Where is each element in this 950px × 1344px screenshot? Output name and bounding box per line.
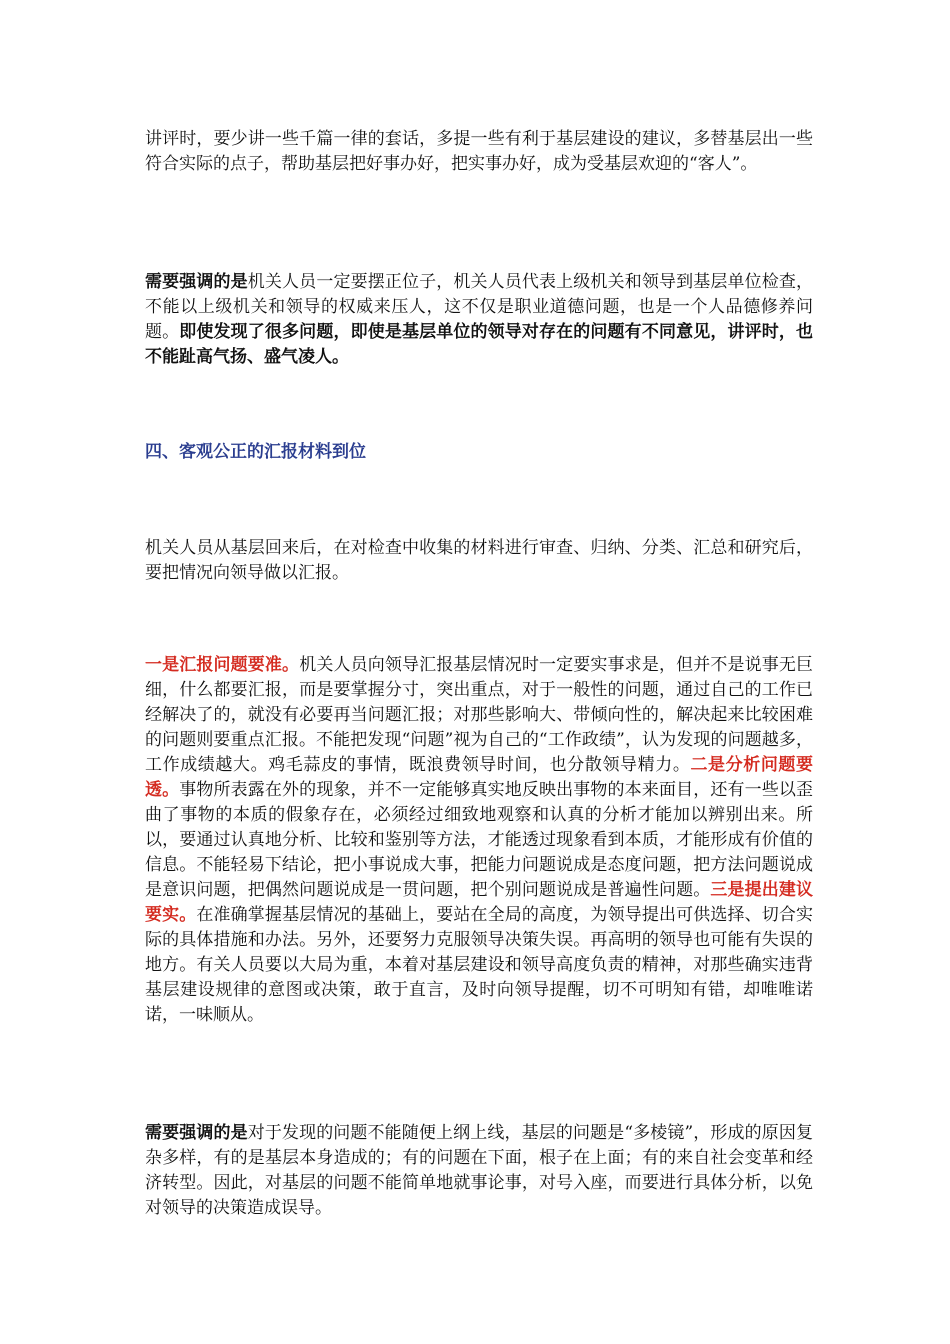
emphasis-lead: 需要强调的是 [145,272,248,292]
point-1-heading: 一是汇报问题要准。 [145,655,300,675]
paragraph-3-text: 机关人员从基层回来后，在对检查中收集的材料进行审查、归纳、分类、汇总和研究后，要把情况向领导做以汇报。 [145,538,813,583]
paragraph-1 [145,127,813,177]
paragraph-5 [145,1121,813,1221]
section-heading-4: 四、客观公正的汇报材料到位 [145,442,366,462]
emphasis-lead-2: 需要强调的是 [145,1123,248,1143]
point-2-heading: 二是分析问题要透。 [145,755,814,800]
point-3-text: 在准确掌握基层情况的基础上，要站在全局的高度，为领导提出可供选择、切合实际的具体措施和办法。另外，还要努力克服领导决策失误。再高明的领导也可能有失误的地方。有关人员要以大局为重，本着对基层建设和领导高度负责的精神，对那些确实违背基层建设规律的意图或决策，敢于直言，及时向领导提醒，切不可明知有错，却唯唯诺诺，一味顺从。 [145,905,814,1025]
paragraph-2-text: 机关人员一定要摆正位子，机关人员代表上级机关和领导到基层单位检查，不能以上级机关和领导的权威来压人，这不仅是职业道德问题，也是一个人品德修养问题。 [145,272,814,342]
point-1-text: 机关人员向领导汇报基层情况时一定要实事求是，但并不是说事无巨细，什么都要汇报，而是要掌握分寸，突出重点，对于一般性的问题，通过自己的工作已经解决了的，就没有必要再当问题汇报；对那些影响大、带倾向性的，解决起来比较困难的问题则要重点汇报。不能把发现“问题”视为自己的“工作政绩”，认为发现的问题越多，工作成绩越大。鸡毛蒜皮的事情，既浪费领导时间，也分散领导精力。 [145,655,814,775]
paragraph-1-text: 讲评时，要少讲一些千篇一律的套话，多提一些有利于基层建设的建议，多替基层出一些符合实际的点子，帮助基层把好事办好，把实事办好，成为受基层欢迎的“客人”。 [145,129,813,174]
paragraph-4 [145,653,813,1028]
paragraph-5-text: 对于发现的问题不能随便上纲上线，基层的问题是“多棱镜”，形成的原因复杂多样，有的是基层本身造成的；有的问题在下面，根子在上面；有的来自社会变革和经济转型。因此，对基层的问题不能简单地就事论事，对号入座，而要进行具体分析，以免对领导的决策造成误导。 [145,1123,813,1218]
paragraph-3 [145,536,813,586]
paragraph-2 [145,270,813,370]
point-3-heading: 三是提出建议要实。 [145,880,814,925]
point-2-text: 事物所表露在外的现象，并不一定能够真实地反映出事物的本来面目，还有一些以歪曲了事物的本质的假象存在，必须经过细致地观察和认真的分析才能加以辨别出来。所以，要通过认真地分析、比较和鉴别等方法，才能透过现象看到本质，才能形成有价值的信息。不能轻易下结论，把小事说成大事，把能力问题说成是态度问题，把方法问题说成是意识问题，把偶然问题说成是一贯问题，把个别问题说成是普遍性问题。 [145,780,814,900]
paragraph-2-bold-text: 即使发现了很多问题，即使是基层单位的领导对存在的问题有不同意见，讲评时，也不能趾高气扬、盛气凌人。 [145,322,814,367]
